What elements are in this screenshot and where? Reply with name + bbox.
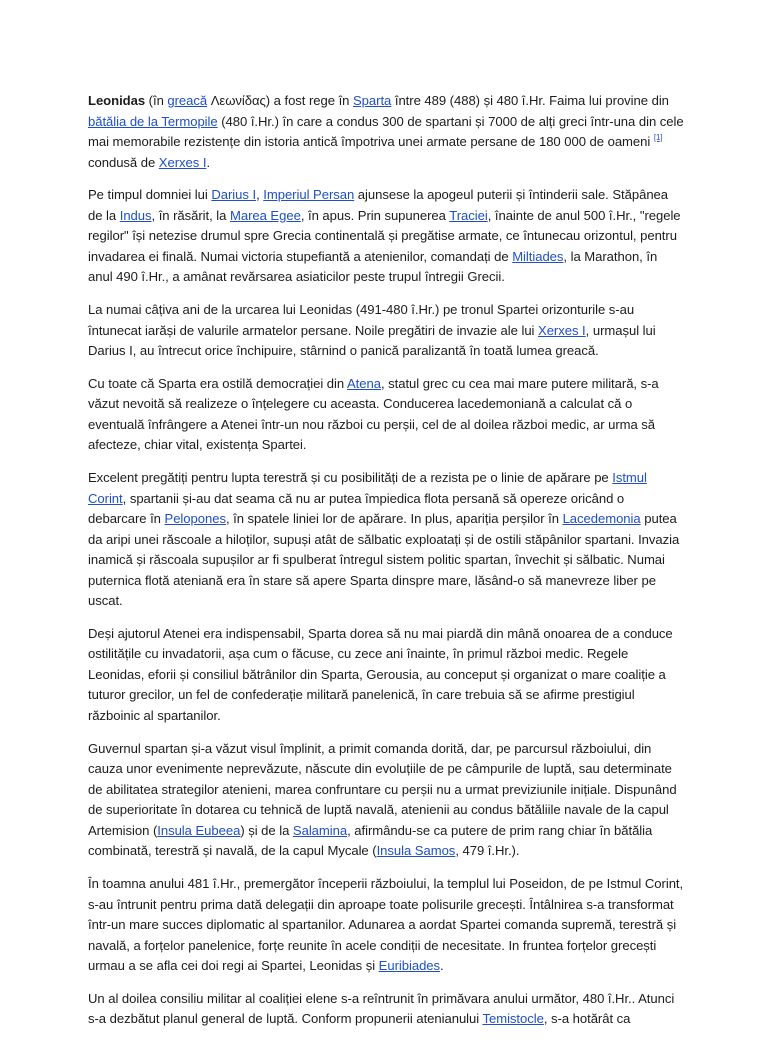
wiki-link[interactable]: Pelopones: [164, 511, 226, 527]
wiki-link[interactable]: Miltiades: [512, 248, 564, 264]
paragraph-text: .: [206, 154, 211, 170]
footnote-ref: [654, 133, 663, 142]
paragraph-text: (480 î.Hr.) în care a condus 300 de spartani și 7000 de alți greci într-una din cele mai memorabile rezistențe din istoria antică împotriva unei armate persane de 180 000 de oameni: [88, 113, 684, 149]
paragraph-text: .: [440, 958, 444, 974]
wiki-link[interactable]: Darius I: [211, 187, 257, 203]
wiki-link[interactable]: Salamina: [292, 822, 348, 838]
wiki-link[interactable]: Xerxes I: [158, 154, 207, 170]
paragraph-text: Pe timpul domniei lui: [88, 187, 212, 203]
wiki-link[interactable]: Temistocle: [482, 1011, 544, 1027]
paragraph-text: În toamna anului 481 î.Hr., premergător începerii războiului, la templul lui Poseidon, de pe Istmul Corint, s-au întrunit pentru prima dată delegații din aproape toate polisurile grecești. Întâlnirea s-a transformat într-un mare succes diplomatic al spartanilor. Adunarea a aordat Spartei comanda supremă, terestră și navală, a forțelor panelenice, forțe reunite în acele condiții de necesitate. In fruntea forțelor grecești urmau a se afla cei doi regi ai Spartei, Leonidas și: [88, 876, 684, 974]
article-subject: Leonidas: [88, 93, 146, 108]
paragraph-text: , la Marathon, în anul 490 î.Hr., a amânat revărsarea asiaticilor peste trupul întregii Grecii.: [88, 248, 658, 285]
paragraph-text: Un al doilea consiliu militar al coaliției elene s-a reîntrunit în primăvara anului următor, 480 î.Hr.. Atunci s-a dezbătut planul general de luptă. Conform propunerii atenianului: [88, 990, 675, 1027]
paragraph-text: , înainte de anul 500 î.Hr., "regele regilor" își netezise drumul spre Grecia continentală și pregătise armate, ce întunecau orizontul, pentru invadarea ei finală. Numai victoria stupefiantă a atenienilor, comandați de: [88, 207, 681, 264]
paragraph-text: , 479 î.Hr.).: [455, 843, 520, 859]
paragraph-text: între 489 (488) și 480 î.Hr. Faima lui provine din: [391, 93, 669, 108]
paragraph-text: ajunsese la apogeul puterii și întinderii sale. Stăpânea de la: [88, 187, 669, 223]
footnote-link[interactable]: [1]: [653, 133, 663, 142]
wiki-link[interactable]: bătălia de la Termopile: [88, 113, 218, 129]
paragraph-text: La numai câțiva ani de la urcarea lui Leonidas (491-480 î.Hr.) pe tronul Spartei orizonturile s-au întunecat iarăși de valurile armatelor persane. Noile pregătiri de invazie ale lui: [88, 302, 635, 338]
paragraph: [88, 300, 684, 362]
wiki-link[interactable]: Insula Eubeea: [157, 822, 241, 838]
paragraph-text: , spartanii și-au dat seama că nu ar putea împiedica flota persană să opereze oricând o debarcare în: [88, 490, 625, 527]
paragraph: [88, 374, 684, 456]
paragraph-text: , urmașul lui Darius I, au întrecut orice închipuire, stârnind o panică paralizantă în toată lumea greacă.: [88, 322, 656, 359]
paragraph-text: condusă de: [88, 154, 159, 170]
paragraph-text: , în răsărit, la: [151, 207, 230, 223]
paragraph-text: Deși ajutorul Atenei era indispensabil, Sparta dorea să nu mai piardă din mână onoarea de a conduce ostilitățile cu invadatorii, așa cum o făcuse, cu zece ani înainte, în primul război medic. Regele Leonidas, eforii și consiliul bătrânilor din Sparta, Gerousia, au conceput și organizat o mare coaliție a tuturor grecilor, un fel de confederație militară panelenică, în care trebuia să se afirme prestigiul războinic al spartanilor.: [88, 625, 673, 723]
paragraph-text: Cu toate că Sparta era ostilă democrației din: [88, 375, 347, 391]
paragraph-text: , afirmându-se ca putere de prim rang chiar în bătălia combinată, terestră și navală, de la capul Mycale (: [88, 822, 653, 859]
paragraph-text: ) și de la: [240, 822, 293, 838]
paragraph: [88, 624, 684, 727]
paragraph-text: Λεωνίδας) a fost rege în: [207, 93, 353, 108]
document-body: [88, 91, 684, 1042]
paragraph: [88, 468, 684, 612]
wiki-link[interactable]: Insula Samos: [376, 843, 456, 859]
paragraph-text: (în: [145, 93, 168, 108]
wiki-link[interactable]: Sparta: [352, 93, 392, 108]
paragraph: [88, 91, 684, 173]
wiki-link[interactable]: Atena: [347, 375, 381, 391]
paragraph: [88, 185, 684, 288]
wiki-link[interactable]: Euribiades: [378, 958, 441, 974]
wiki-link[interactable]: Traciei: [449, 207, 488, 223]
paragraph-text: , s-a hotărât ca: [543, 1011, 631, 1027]
paragraph-text: Excelent pregătiți pentru lupta terestră și cu posibilități de a rezista pe o linie de apărare pe: [88, 470, 613, 486]
paragraph-text: putea da aripi unei răscoale a hiloților, supuși atât de sălbatic exploatați și de ostili stăpânilor spartani. Invazia inamică și răscoala supușilor ar fi spulberat întregul sistem politic spartan, învechit și sălbatic. Numai puternica flotă ateniană era în stare să apere Sparta dinspre mare, lăsând-o să manevreze liber pe uscat.: [88, 511, 680, 609]
wiki-link[interactable]: Indus: [119, 207, 152, 223]
wiki-link[interactable]: Lacedemonia: [562, 511, 641, 527]
wiki-link[interactable]: Imperiul Persan: [263, 187, 355, 203]
paragraph-text: ,: [256, 187, 264, 203]
wiki-link[interactable]: greacă: [167, 93, 208, 108]
paragraph-text: , în spatele liniei lor de apărare. In plus, apariția perșilor în: [225, 511, 563, 527]
wiki-link[interactable]: Xerxes I: [538, 322, 586, 338]
wiki-link[interactable]: Marea Egee: [229, 207, 301, 223]
paragraph-text: , în apus. Prin supunerea: [300, 207, 450, 223]
paragraph: [88, 874, 684, 977]
paragraph-text: Guvernul spartan și-a văzut visul împlinit, a primit comanda dorită, dar, pe parcursul războiului, din cauza unor evenimente neprevăzute, născute din evoluțiile de pe câmpurile de luptă, sau determinate de abilitatea strategilor atenieni, marea confruntare cu perșii nu a urmat previziunile inițiale. Dispunând de superioritate în dotarea cu tehnică de luptă navală, atenienii au condus bătăliile navale de la capul Artemision (: [88, 740, 677, 838]
paragraph-text: , statul grec cu cea mai mare putere militară, s-a văzut nevoită să realizeze o înțelegere cu aceasta. Conducerea lacedemoniană a calculat că o eventuală înfrângere a Atenei într-un nou război cu perșii, cel de al doilea război medic, ar urma să afecteze, chiar vital, existența Spartei.: [88, 375, 659, 453]
paragraph: [88, 739, 684, 862]
wiki-link[interactable]: Istmul Corint: [88, 470, 647, 506]
